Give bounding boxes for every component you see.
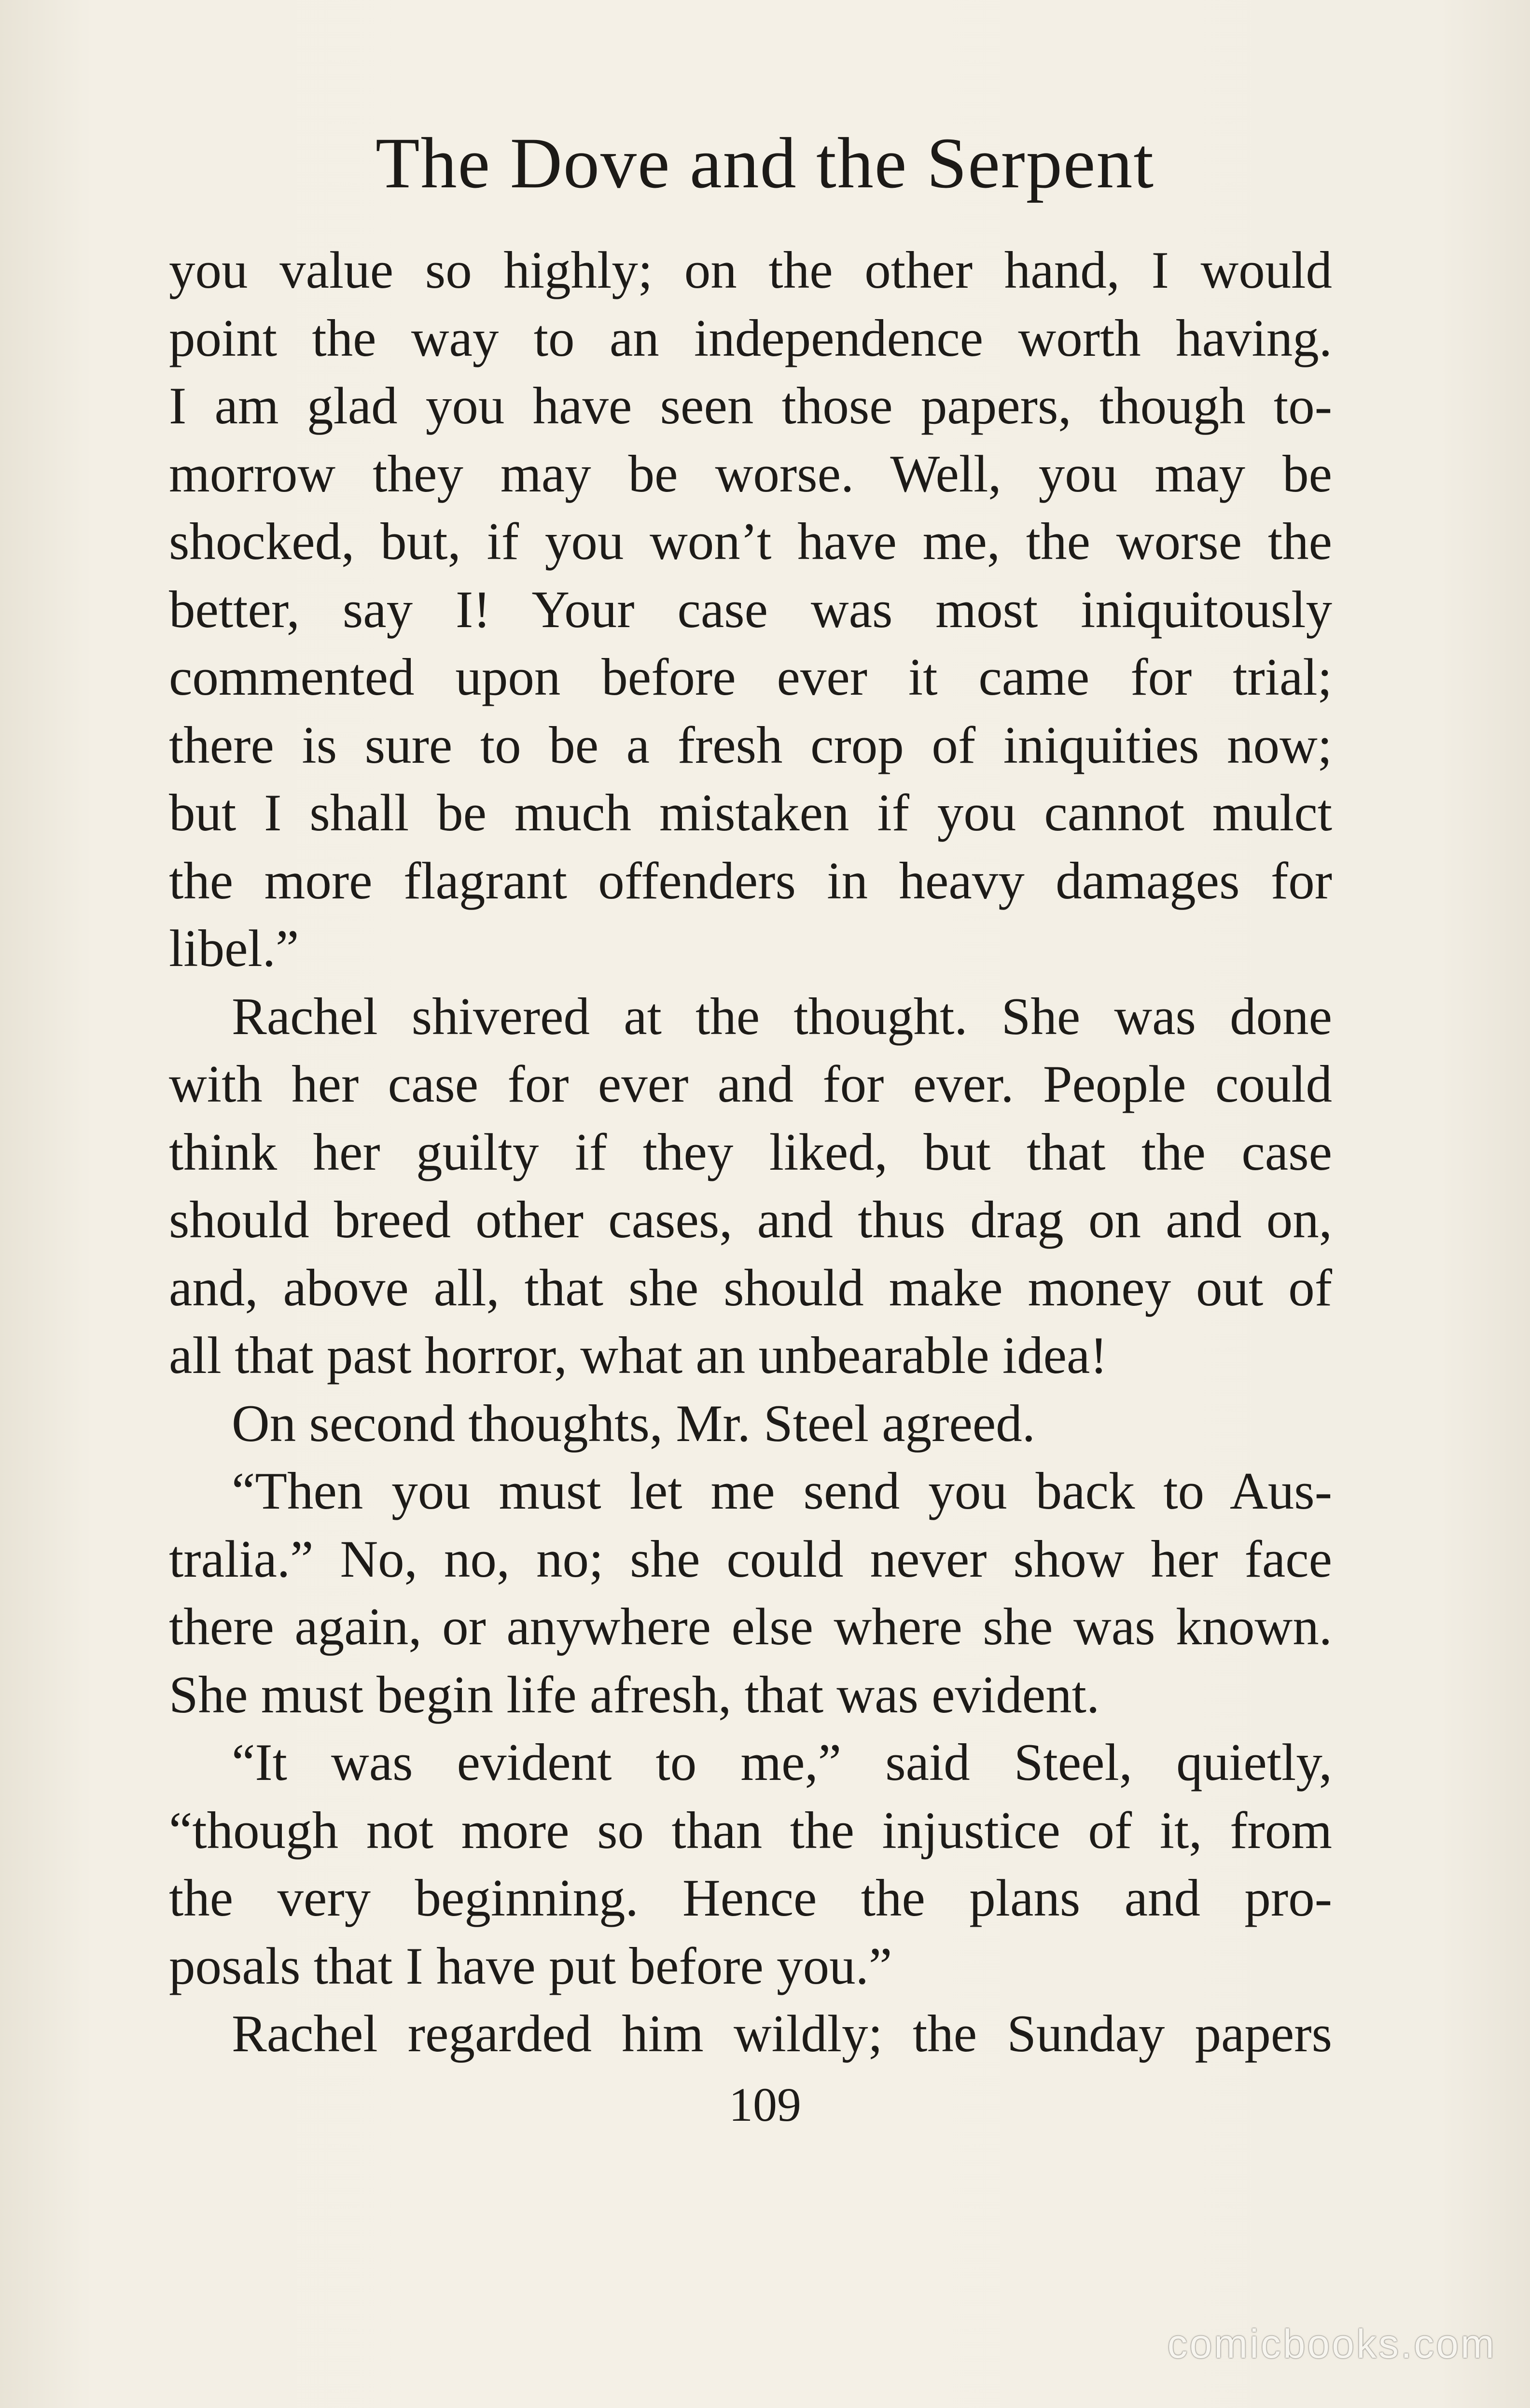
- text-line: point the way to an independence worth having.: [169, 308, 1332, 367]
- text-line: there again, or anywhere else where she was known.: [169, 1597, 1332, 1656]
- watermark: comicbooks.com: [1167, 2321, 1496, 2366]
- running-head: The Dove and the Serpent: [375, 123, 1155, 203]
- text-line: “Then you must let me send you back to Aus-: [232, 1462, 1332, 1520]
- text-line: tralia.” No, no, no; she could never show her face: [169, 1529, 1332, 1588]
- text-line: with her case for ever and for ever. People could: [169, 1055, 1332, 1113]
- text-line: but I shall be much mistaken if you cannot mulct: [169, 784, 1332, 842]
- text-line: and, above all, that she should make money out of: [169, 1258, 1332, 1317]
- text-line: the very beginning. Hence the plans and pro-: [169, 1869, 1332, 1927]
- text-line: “It was evident to me,” said Steel, quietly,: [232, 1733, 1332, 1792]
- text-line: think her guilty if they liked, but that the case: [169, 1122, 1332, 1181]
- text-line: better, say I! Your case was most iniquitously: [169, 580, 1332, 639]
- text-line: posals that I have put before you.”: [169, 1936, 892, 1995]
- text-line: She must begin life afresh, that was evident.: [169, 1665, 1100, 1724]
- text-line: On second thoughts, Mr. Steel agreed.: [232, 1394, 1035, 1453]
- text-line: Rachel regarded him wildly; the Sunday papers: [232, 2004, 1332, 2063]
- page-number: 109: [729, 2078, 801, 2131]
- text-line: there is sure to be a fresh crop of iniquities now;: [169, 715, 1332, 774]
- text-line: morrow they may be worse. Well, you may be: [169, 444, 1332, 503]
- text-line: commented upon before ever it came for trial;: [169, 648, 1332, 706]
- text-line: the more flagrant offenders in heavy damages for: [169, 851, 1332, 910]
- text-line: you value so highly; on the other hand, I would: [169, 241, 1332, 299]
- body-text: [169, 237, 1332, 2068]
- text-line: all that past horror, what an unbearable idea!: [169, 1326, 1108, 1385]
- text-line: I am glad you have seen those papers, though to-: [169, 377, 1332, 435]
- text-line: shocked, but, if you won’t have me, the worse the: [169, 512, 1332, 571]
- text-line: should breed other cases, and thus drag on and on,: [169, 1190, 1332, 1249]
- text-line: libel.”: [169, 919, 299, 978]
- text-line: “though not more so than the injustice of it, from: [169, 1801, 1332, 1860]
- text-line: Rachel shivered at the thought. She was done: [232, 987, 1332, 1046]
